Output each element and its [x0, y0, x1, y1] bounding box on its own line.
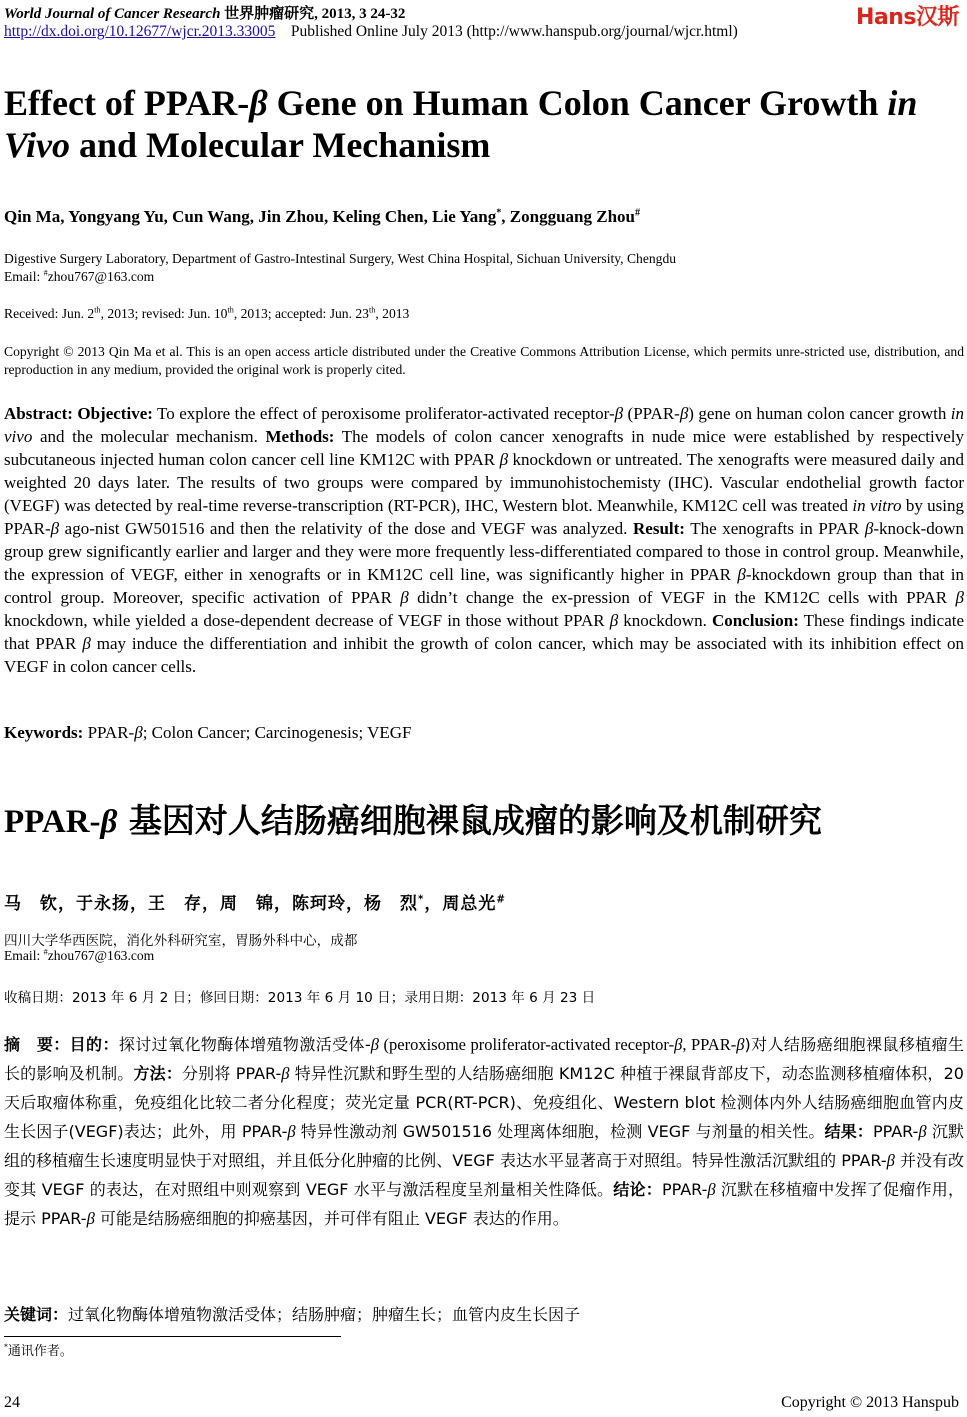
abstract-en: Abstract: Objective: To explore the effect of peroxisome proliferator-activated receptor-β (PPAR-β) gene on human colon cancer growth in vivo and the molecular mechanism. Methods: The models of colon cancer xenografts in nude mice were established by respectively subcutaneous injected human colon cancer cell line KM12C with PPAR β knockdown or untreated. The xenografts were measured daily and weighted 20 days later. The results of two groups were compared by immunohistochemisty (IHC). Vascular endothelial growth factor (VEGF) was detected by real-time reverse-transcription (RT-PCR), IHC, Western blot. Meanwhile, KM12C cell was treated in vitro by using PPAR-β ago-nist GW501516 and then the relativity of the dose and VEGF was analyzed. Result: The xenografts in PPAR β-knock-down group grew significantly earlier and larger and they were more frequently less-differentiated compared to those in control group. Meanwhile, the expression of VEGF, either in xenografts or in KM12C cell line, was significantly higher in PPAR β-knockdown group than that in control group. Moreover, specific activation of PPAR β didn’t change the ex-pression of VEGF in the KM12C cells with PPAR β knockdown, while yielded a dose-dependent decrease of VEGF in those without PPAR β knockdown. Conclusion: These findings indicate that PPAR β may induce the differentiation and inhibit the growth of colon cancer, which may be associated with its inhibition effect on VEGF in colon cancer cells. — [4, 404, 965, 676]
keywords-en: Keywords: PPAR-β; Colon Cancer; Carcinogenesis; VEGF — [4, 723, 412, 742]
hans-logo: Hans汉斯 — [855, 5, 959, 30]
authors-en: Qin Ma, Yongyang Yu, Cun Wang, Jin Zhou, Keling Chen, Lie Yang*, Zongguang Zhou# — [4, 207, 641, 226]
article-title-en: Effect of PPAR-β Gene on Human Colon Cancer Growth in Vivo and Molecular Mechanism — [4, 83, 918, 165]
copyright-notice: Copyright © 2013 Qin Ma et al. This is an open access article distributed under the Creative Commons Attribution License, which permits unre-stricted use, distribution, and reproduction in any medium, provided the original work is properly cited. — [4, 344, 964, 377]
footer-copyright: Copyright © 2013 Hanspub — [781, 1394, 959, 1411]
page-number: 24 — [4, 1394, 20, 1411]
affiliation-cn: 四川大学华西医院，消化外科研究室，胃肠外科中心，成都 — [4, 933, 358, 949]
journal-name-cn: 世界肿瘤研究, 2013, 3 24-32 — [224, 6, 406, 22]
received-dates-en: Received: Jun. 2th, 2013; revised: Jun. 10th, 2013; accepted: Jun. 23th, 2013 — [4, 305, 410, 321]
email-en: Email: #zhou767@163.com — [4, 268, 155, 284]
footnote-divider — [4, 1336, 341, 1337]
authors-cn: 马 钦，于永扬，王 存，周 锦，陈珂玲，杨 烈*，周总光# — [4, 894, 506, 914]
doi-link[interactable]: http://dx.doi.org/10.12677/wjcr.2013.33005 — [4, 23, 276, 40]
doi-line — [4, 23, 738, 41]
abstract-cn: 摘 要：目的：探讨过氧化物酶体增殖物激活受体-β (peroxisome proliferator-activated receptor-β, PPAR-β)对人结肠癌细胞裸鼠移植瘤生长的影响及机制。方法：分别将 PPAR-β 特异性沉默和野生型的人结肠癌细胞 KM12C 种植于裸鼠背部皮下，动态监测移植瘤体积，20 天后取瘤体称重，免疫组化比较二者分化程度；荧光定量 PCR(RT-PCR)、免疫组化、Western blot 检测体内外人结肠癌细胞血管内皮生长因子(VEGF)表达；此外，用 PPAR-β 特异性激动剂 GW501516 处理离体细胞，检测 VEGF 与剂量的相关性。结果：PPAR-β 沉默组的移植瘤生长速度明显快于对照组，并且低分化肿瘤的比例、VEGF 表达水平显著高于对照组。特异性激活沉默组的 PPAR-β 并没有改变其 VEGF 的表达，在对照组中则观察到 VEGF 水平与激活程度呈剂量相关性降低。结论：PPAR-β 沉默在移植瘤中发挥了促瘤作用，提示 PPAR-β 可能是结肠癌细胞的抑癌基因，并可伴有阻止 VEGF 表达的作用。 — [4, 1035, 964, 1228]
keywords-cn: 关键词：过氧化物酶体增殖物激活受体；结肠肿瘤；肿瘤生长；血管内皮生长因子 — [4, 1305, 581, 1324]
journal-header — [4, 2, 405, 23]
footnote: *通讯作者。 — [4, 1342, 73, 1359]
received-dates-cn: 收稿日期：2013 年 6 月 2 日；修回日期：2013 年 6 月 10 日；录用日期：2013 年 6 月 23 日 — [4, 990, 596, 1006]
published-online: Published Online July 2013 (http://www.hanspub.org/journal/wjcr.html) — [290, 23, 738, 40]
affiliation-en: Digestive Surgery Laboratory, Department of Gastro-Intestinal Surgery, West China Hospital, Sichuan University, Chengdu — [4, 251, 677, 266]
email-cn: Email: #zhou767@163.com — [4, 947, 155, 963]
journal-name: World Journal of Cancer Research — [4, 6, 221, 22]
article-title-cn: PPAR-β 基因对人结肠癌细胞裸鼠成瘤的影响及机制研究 — [4, 801, 822, 840]
